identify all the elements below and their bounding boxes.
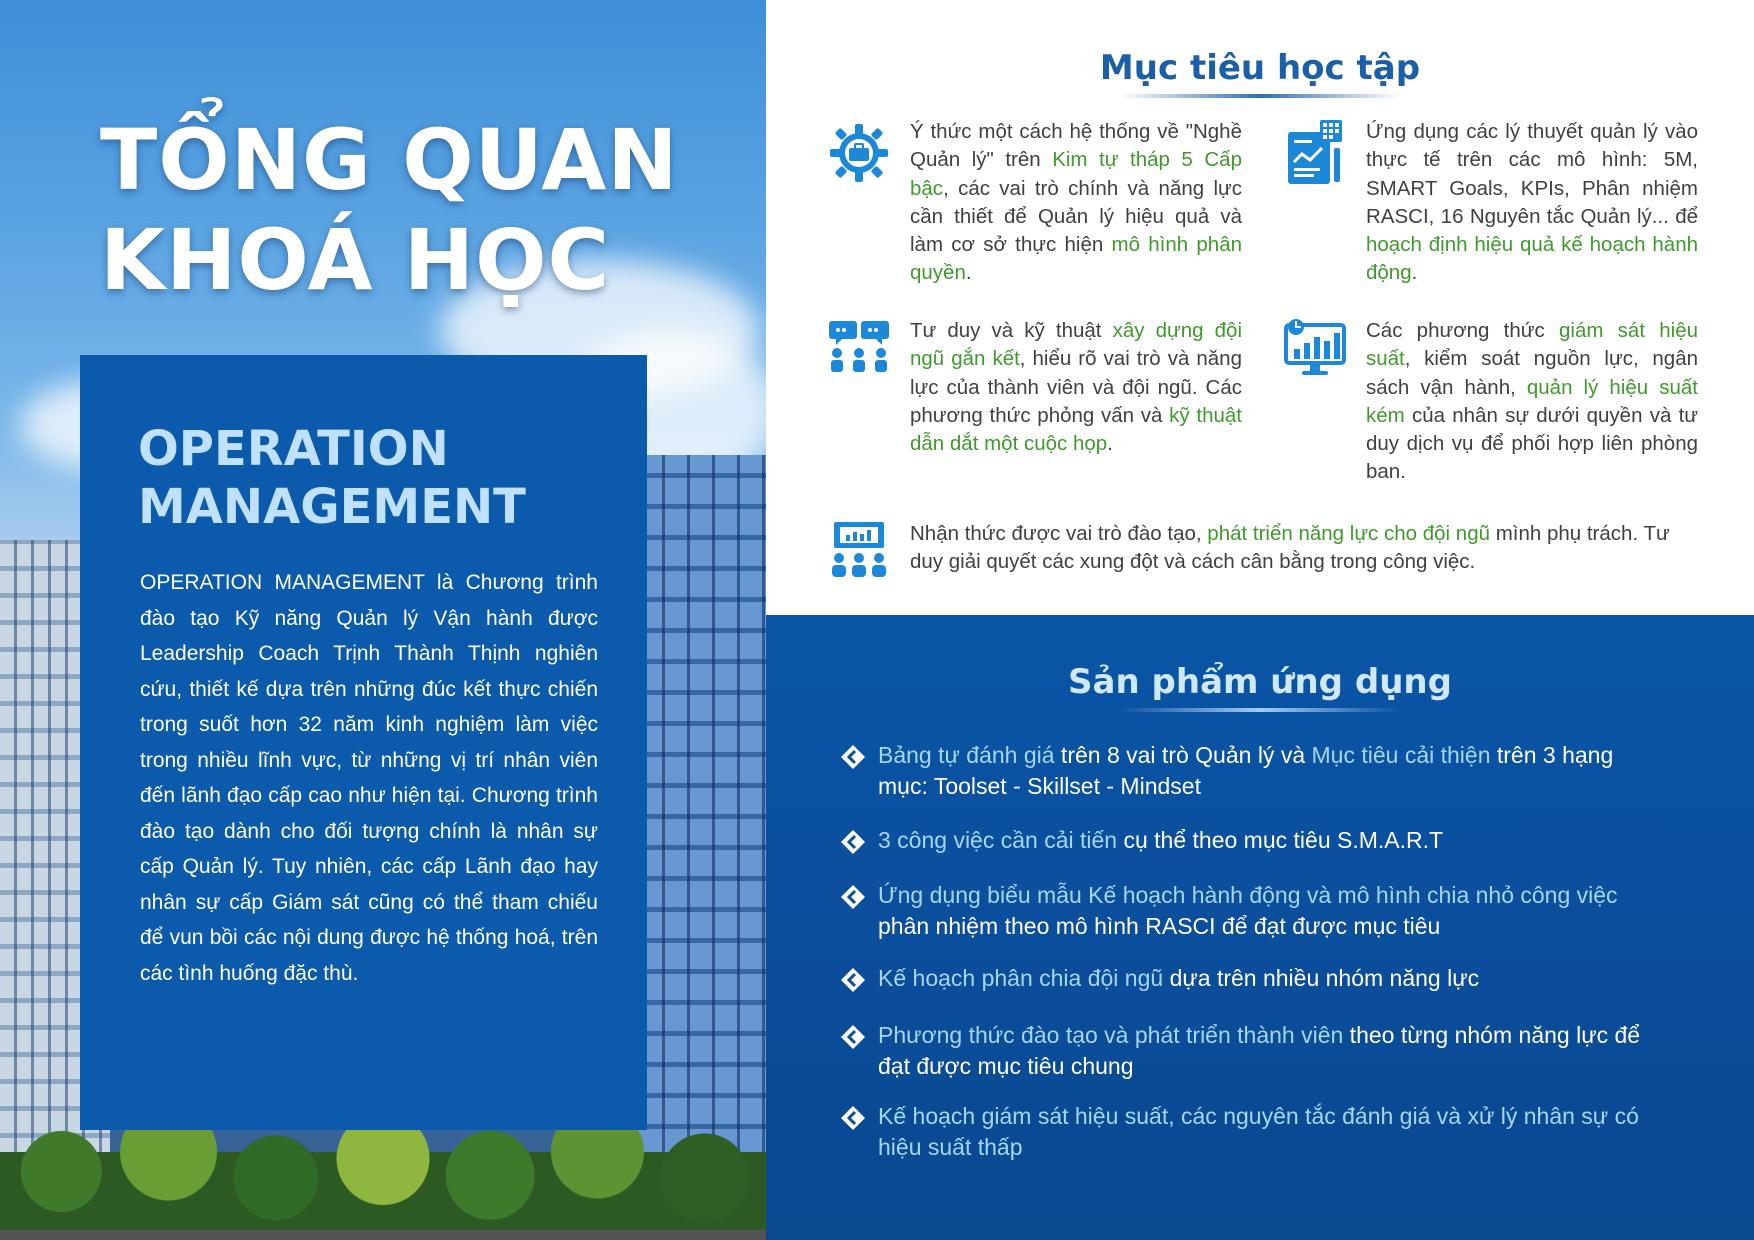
course-name-line-2: MANAGEMENT bbox=[138, 479, 526, 535]
highlight-text: 3 công việc cần cải tiến bbox=[878, 827, 1118, 853]
course-intro-box bbox=[80, 355, 647, 1130]
highlight-text: Ứng dụng biểu mẫu Kế hoạch hành động và mô hình chia nhỏ công việc bbox=[878, 882, 1618, 908]
body-text: trên 3 hạng mục: Toolset - Skillset - Mindset bbox=[878, 742, 1614, 799]
objectives-section bbox=[766, 0, 1754, 615]
body-text: , các vai trò chính và năng lực cần thiết để Quản lý hiệu quả và làm cơ sở thực hiện bbox=[910, 176, 1242, 257]
body-text: , kiểm soát nguồn lực, ngân sách vận hành, bbox=[1366, 347, 1698, 399]
course-description: OPERATION MANAGEMENT là Chương trình đào tạo Kỹ năng Quản lý Vận hành được Leadership Coach Trịnh Thành Thịnh nghiên cứu, thiết kế dựa trên những đúc kết thực chiến trong suốt hơn 32 năm kinh nghiệm làm việc trong nhiều lĩnh vực, từ những vị trí nhân viên đến lãnh đạo cấp cao như hiện tại. Chương trình đào tạo dành cho đối tượng chính là nhân sự cấp Quản lý. Tuy nhiên, các cấp Lãnh đạo hay nhân sự cấp Giám sát cũng có thể tham chiếu để vun bồi các nội dung được hệ thống hoá, trên các tình huống đặc thù. bbox=[140, 571, 598, 985]
products-title: Sản phẩm ứng dụng bbox=[1068, 662, 1452, 702]
objective-text bbox=[910, 118, 1242, 288]
cover-title-line-2: KHOÁ HỌC bbox=[100, 211, 611, 309]
product-item bbox=[878, 825, 1658, 856]
highlight-text: xây dựng đội ngũ gắn kết bbox=[910, 319, 1242, 371]
highlight-text: quản lý hiệu suất kém bbox=[1366, 375, 1698, 427]
highlight-text: mô hình phân quyền bbox=[910, 233, 1242, 285]
product-item bbox=[878, 1101, 1658, 1163]
body-text: Nhận thức được vai trò đào tạo, bbox=[910, 522, 1208, 545]
diamond-chevron-icon bbox=[840, 967, 866, 993]
body-text: Ứng dụng các lý thuyết quản lý vào thực tế trên các mô hình: 5M, SMART Goals, KPIs, Phân nhiệm RASCI, 16 Nguyên tắc Quản lý... để bbox=[1366, 120, 1698, 228]
training-board-icon bbox=[828, 520, 890, 590]
course-name-line-1: OPERATION bbox=[138, 421, 449, 477]
highlight-text: Kế hoạch phân chia đội ngũ bbox=[878, 965, 1164, 991]
product-text bbox=[878, 963, 1658, 994]
body-text: theo từng nhóm năng lực để đạt được mục tiêu chung bbox=[878, 1022, 1641, 1079]
body-text: Ý thức một cách hệ thống về "Nghề Quản lý" trên bbox=[910, 120, 1242, 172]
diamond-chevron-icon bbox=[840, 829, 866, 855]
objective-text bbox=[1366, 317, 1698, 487]
diamond-chevron-icon bbox=[840, 884, 866, 910]
highlight-text: Kế hoạch giám sát hiệu suất, các nguyên tắc đánh giá và xử lý nhân sự có hiệu suất thấp bbox=[878, 1103, 1639, 1160]
product-text bbox=[878, 1020, 1658, 1082]
product-text bbox=[878, 740, 1658, 802]
diamond-chevron-icon bbox=[840, 1105, 866, 1131]
highlight-text: phát triển năng lực cho đội ngũ bbox=[1207, 522, 1490, 545]
product-text bbox=[878, 825, 1658, 856]
body-text: trên 8 vai trò Quản lý và bbox=[1054, 742, 1312, 768]
objective-text bbox=[1366, 118, 1698, 288]
body-text: phân nhiệm theo mô hình RASCI để đạt được mục tiêu bbox=[878, 913, 1441, 939]
cover-title bbox=[100, 110, 720, 310]
body-text: của nhân sự dưới quyền và tư duy dịch vụ để phối hợp liên phòng ban. bbox=[1366, 403, 1698, 484]
body-text: Các phương thức bbox=[1366, 319, 1559, 342]
product-item bbox=[878, 963, 1658, 994]
objectives-title-underline bbox=[1120, 94, 1400, 98]
body-text: . bbox=[965, 261, 972, 285]
highlight-text: Kim tự tháp 5 Cấp bậc bbox=[910, 148, 1242, 200]
product-item bbox=[878, 740, 1658, 802]
team-chat-icon bbox=[828, 317, 890, 387]
body-text: cụ thể theo mục tiêu S.M.A.R.T bbox=[1117, 827, 1444, 853]
product-item bbox=[878, 1020, 1658, 1082]
highlight-text: giám sát hiệu suất bbox=[1366, 319, 1698, 371]
body-text: dựa trên nhiều nhóm năng lực bbox=[1163, 965, 1480, 991]
highlight-text: Bảng tự đánh giá bbox=[878, 742, 1055, 768]
product-text bbox=[878, 1101, 1658, 1163]
gear-briefcase-icon bbox=[828, 118, 890, 188]
body-text: , hiểu rõ vai trò và năng lực của thành viên và đội ngũ. Các phương thức phỏng vấn và bbox=[910, 347, 1242, 427]
body-text: Tư duy và kỹ thuật bbox=[910, 319, 1113, 342]
cover-panel bbox=[0, 0, 766, 1240]
objectives-title: Mục tiêu học tập bbox=[1099, 48, 1421, 88]
body-text: mình phụ trách. Tư duy giải quyết các xung đột và cách cân bằng trong công việc. bbox=[910, 522, 1670, 574]
products-section bbox=[766, 615, 1754, 1240]
monitor-chart-icon bbox=[1284, 317, 1346, 387]
objective-text bbox=[910, 317, 1242, 458]
products-title-underline bbox=[1120, 708, 1400, 712]
body-text: . bbox=[1107, 432, 1113, 456]
body-text: . bbox=[1411, 261, 1418, 285]
course-name bbox=[138, 420, 638, 536]
report-document-icon bbox=[1284, 118, 1346, 188]
highlight-text: Mục tiêu cải thiện bbox=[1311, 742, 1491, 768]
bottom-bar bbox=[0, 1230, 766, 1240]
product-item bbox=[878, 880, 1658, 942]
building-right bbox=[640, 455, 766, 1155]
product-text bbox=[878, 880, 1658, 942]
highlight-text: kỹ thuật dẫn dắt một cuộc họp bbox=[910, 403, 1242, 456]
cover-title-line-1: TỔNG QUAN bbox=[100, 111, 679, 209]
highlight-text: Phương thức đào tạo và phát triển thành viên bbox=[878, 1022, 1344, 1048]
diamond-chevron-icon bbox=[840, 744, 866, 770]
objective-text bbox=[910, 520, 1698, 577]
highlight-text: hoạch định hiệu quả kế hoạch hành động bbox=[1366, 233, 1698, 285]
diamond-chevron-icon bbox=[840, 1024, 866, 1050]
